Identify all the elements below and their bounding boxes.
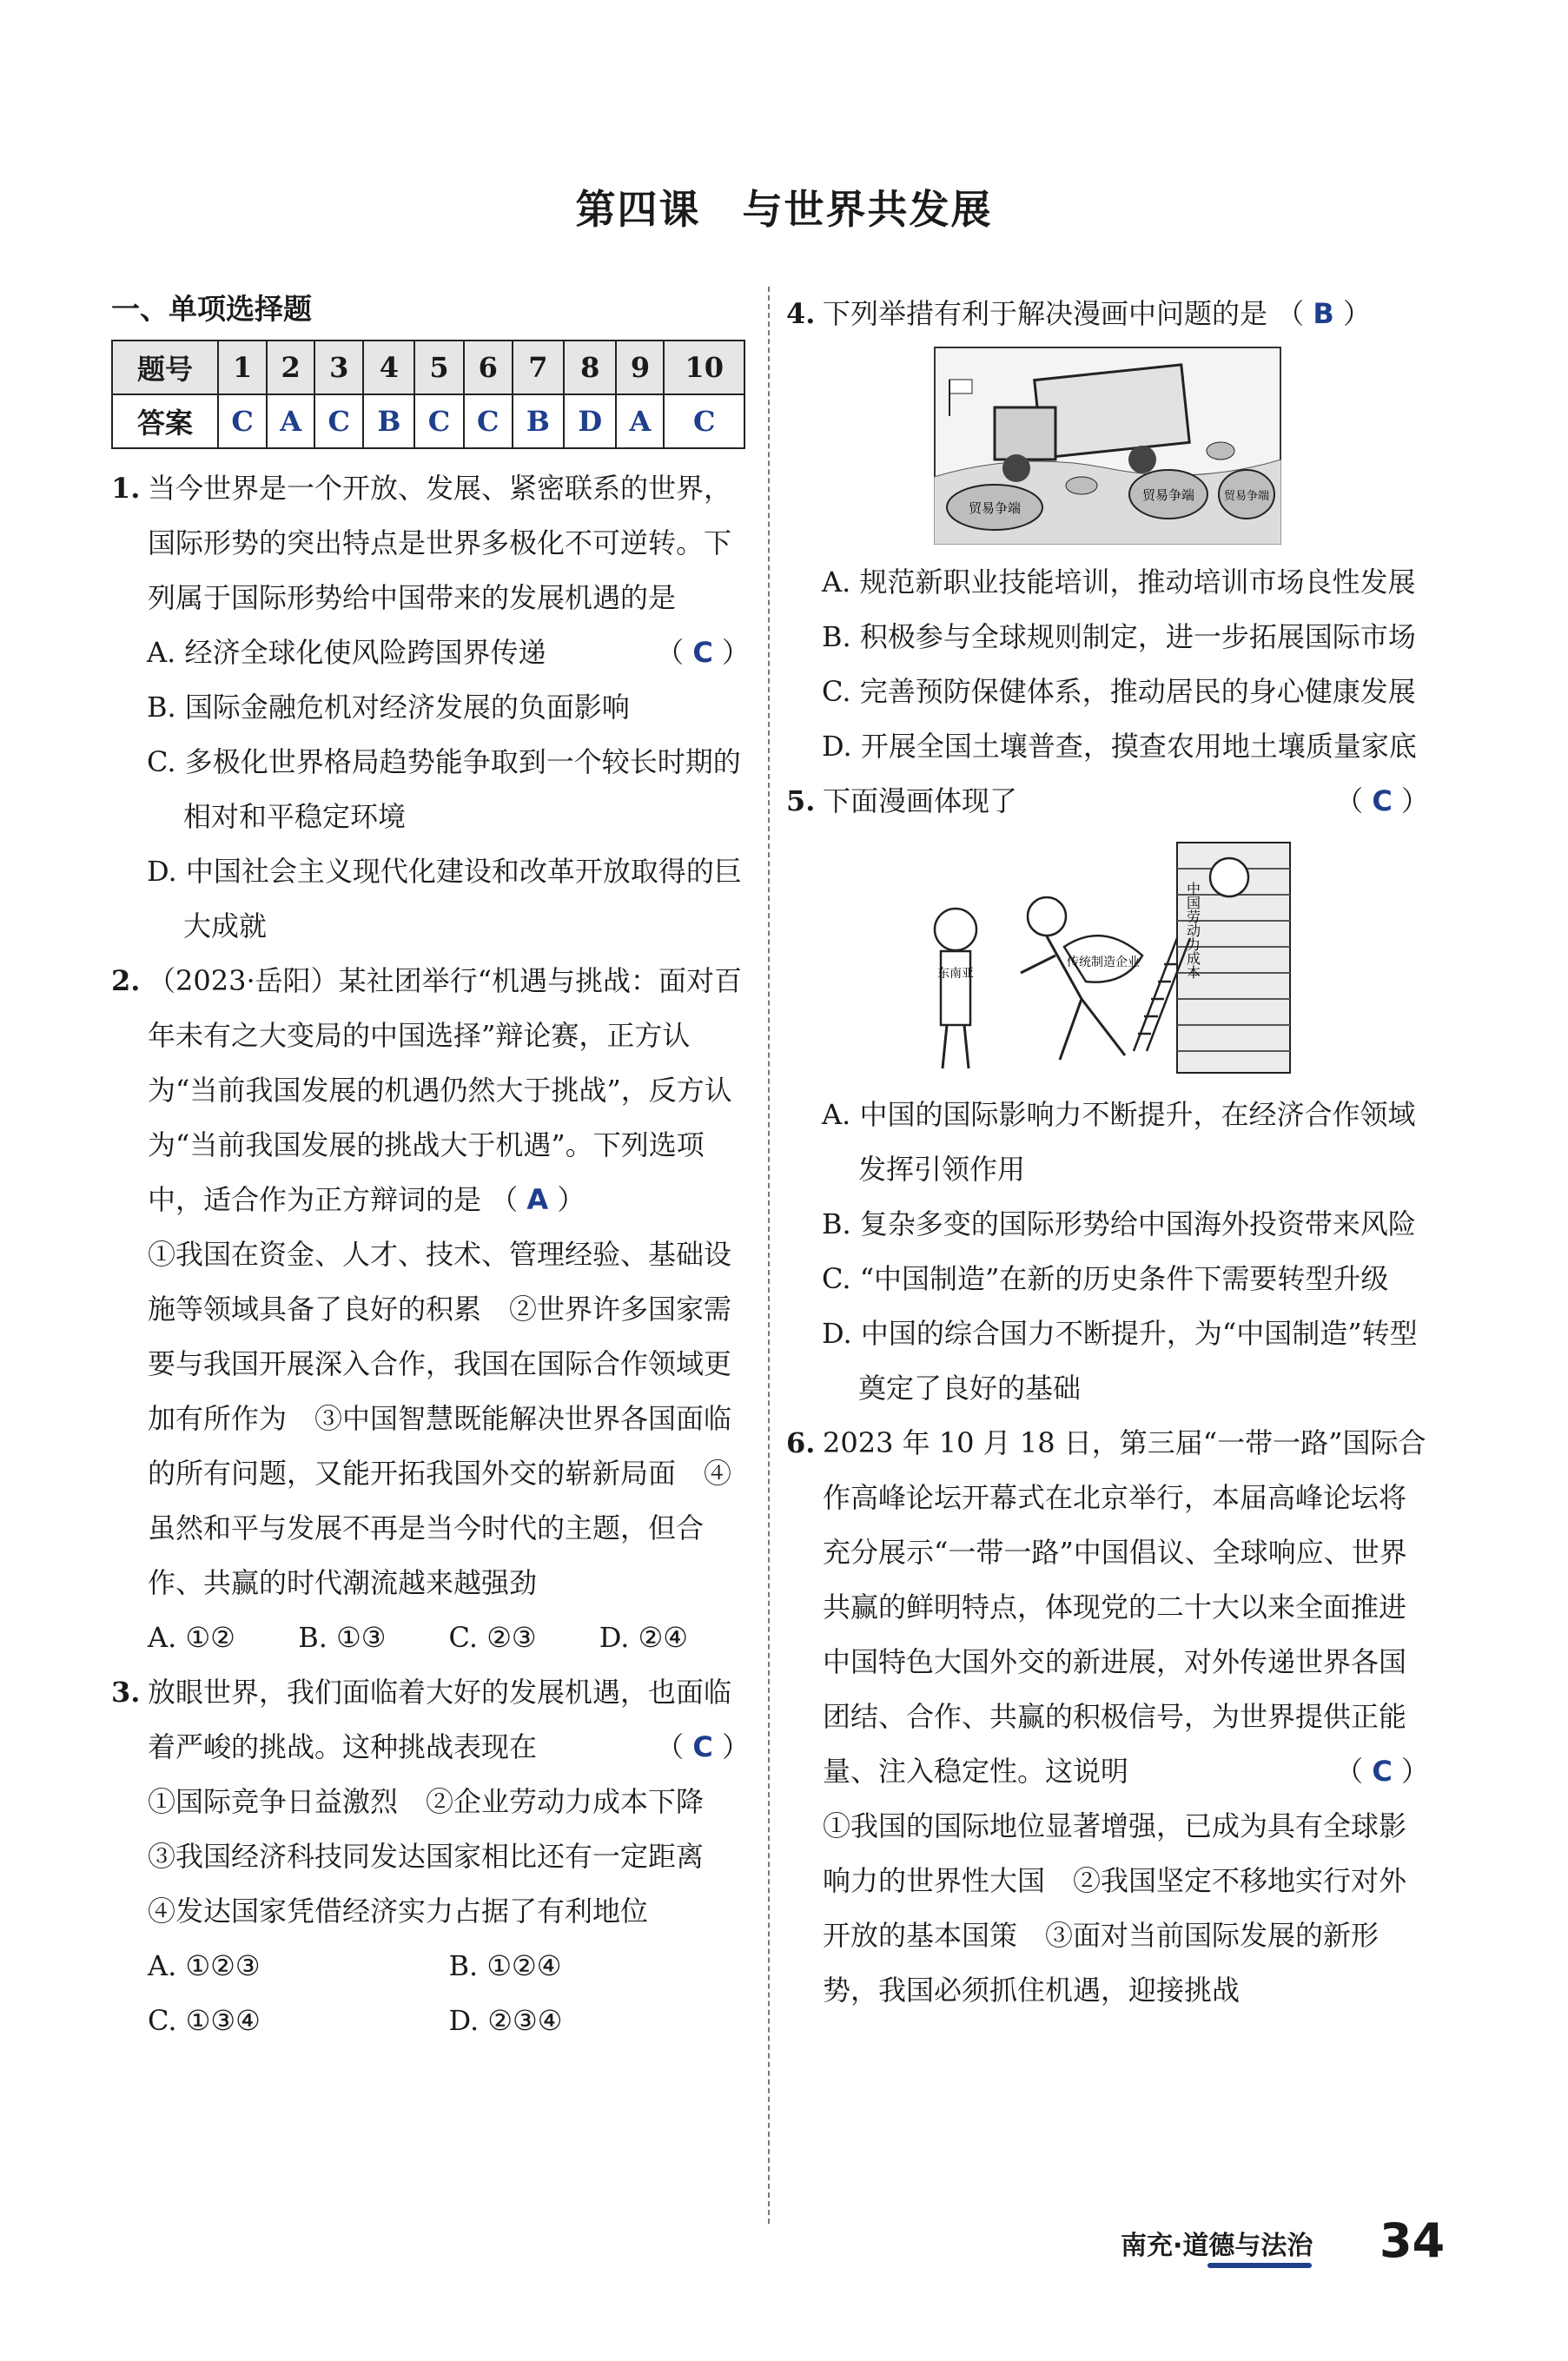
- answer-bracket: （ C ）: [656, 1730, 750, 1763]
- answer-table-answer: B: [363, 394, 414, 448]
- footer-underline: [1207, 2263, 1312, 2268]
- answer-table-answer: C: [664, 394, 744, 448]
- option: B. ①②④: [448, 1949, 562, 1982]
- question-stem: [786, 774, 1429, 829]
- answer-bracket: （ B ）: [1276, 297, 1371, 330]
- answer-table-answer: C: [414, 394, 463, 448]
- question-stem: [786, 287, 1429, 341]
- trade-dispute-cartoon: [934, 347, 1281, 545]
- answer-table-number: 4: [363, 341, 414, 394]
- question-number: 3.: [111, 1676, 141, 1709]
- answer-table-answer: A: [267, 394, 314, 448]
- answer-table-answer: A: [616, 394, 664, 448]
- question-text: 下列举措有利于解决漫画中问题的是: [823, 297, 1268, 330]
- page-title: 第四课 与世界共发展: [575, 186, 993, 233]
- question-number: 1.: [111, 472, 141, 505]
- cartoon-label: 东南亚: [937, 967, 974, 981]
- answer-letter: C: [692, 636, 713, 669]
- answer-table-number: 10: [664, 341, 744, 394]
- answer-table-answer: C: [218, 394, 267, 448]
- answer-letter: C: [1372, 784, 1393, 817]
- answer-table-number: 9: [616, 341, 664, 394]
- question-4: [786, 287, 1429, 774]
- answer-table-number: 5: [414, 341, 463, 394]
- answer-table-answer: B: [513, 394, 564, 448]
- cartoon-label: 贸易争端: [1223, 490, 1270, 503]
- question-number: 4.: [786, 297, 816, 330]
- option: C. 多极化世界格局趋势能争取到一个较长时期的相对和平稳定环境: [147, 745, 741, 833]
- option: D. 中国的综合国力不断提升，为“中国制造”转型奠定了良好的基础: [822, 1317, 1418, 1405]
- answer-letter: C: [692, 1730, 713, 1763]
- option: B. 复杂多变的国际形势给中国海外投资带来风险: [822, 1207, 1416, 1240]
- left-column: [111, 287, 750, 2048]
- option: D. 中国社会主义现代化建设和改革开放取得的巨大成就: [147, 855, 742, 942]
- answer-letter: A: [526, 1183, 549, 1216]
- question-text: 下面漫画体现了: [823, 784, 1018, 817]
- labor-cost-cartoon: [916, 834, 1299, 1077]
- option: C. “中国制造”在新的历史条件下需要转型升级: [822, 1262, 1389, 1295]
- answer-table-number: 1: [218, 341, 267, 394]
- person-icon: [935, 909, 976, 1068]
- option: B. 积极参与全球规则制定，进一步拓展国际市场: [822, 620, 1416, 653]
- flag-icon: [1064, 936, 1142, 982]
- footer-label: 南充·道德与法治: [1121, 2231, 1313, 2261]
- page-number: 34: [1379, 2213, 1446, 2268]
- answer-table-number: 2: [267, 341, 314, 394]
- question-text: 当今世界是一个开放、发展、紧密联系的世界，国际形势的突出特点是世界多极化不可逆转。下列属于国际形势给中国带来的发展机遇的是: [148, 472, 732, 614]
- option: A. 规范新职业技能培训，推动培训市场良性发展: [822, 565, 1416, 599]
- question-number: 5.: [786, 784, 816, 817]
- right-column: [786, 287, 1429, 2018]
- answer-bracket: （ C ）: [1335, 784, 1429, 817]
- question-3: [111, 1665, 750, 2048]
- question-5: [786, 774, 1429, 1416]
- option: A. 中国的国际影响力不断提升，在经济合作领域发挥引领作用: [822, 1098, 1416, 1186]
- cartoon-label: 贸易争端: [968, 500, 1022, 516]
- question-text: 放眼世界，我们面临着大好的发展机遇，也面临着严峻的挑战。这种挑战表现在: [148, 1676, 732, 1763]
- option: C. ①③④: [148, 2004, 261, 2037]
- answer-bracket: （ C ）: [1335, 1755, 1429, 1788]
- answer-table-answer-row: [112, 394, 744, 448]
- option: A. 经济全球化使风险跨国界传递: [147, 636, 546, 669]
- option: B. ①③: [298, 1621, 387, 1654]
- question-number: 2.: [111, 964, 141, 997]
- cartoon-label: 传统制造企业: [1067, 956, 1140, 969]
- column-divider: [768, 287, 770, 2224]
- answer-bracket: （ C ）: [656, 636, 750, 669]
- option: A. ①②: [148, 1621, 235, 1654]
- answer-letter: C: [1372, 1755, 1393, 1788]
- section-heading: 一、单项选择题: [111, 292, 312, 326]
- options-row: [111, 1610, 750, 1665]
- option: A. ①②③: [148, 1949, 261, 1982]
- question-stem: [786, 1416, 1429, 1799]
- answer-table-header-label: 题号: [112, 341, 218, 394]
- answer-bracket: （ A ）: [490, 1183, 586, 1216]
- answer-table: [111, 340, 745, 449]
- question-text: （2023·岳阳）某社团举行“机遇与挑战：面对百年未有之大变局的中国选择”辩论赛，正方认为“当前我国发展的机遇仍然大于挑战”，反方认为“当前我国发展的挑战大于机遇”。下列选项中，适合作为正方辩词的是: [148, 964, 742, 1216]
- question-stem: [111, 1665, 750, 1775]
- option: C. 完善预防保健体系，推动居民的身心健康发展: [822, 675, 1416, 708]
- answer-table-number: 3: [314, 341, 363, 394]
- question-text: 2023 年 10 月 18 日，第三届“一带一路”国际合作高峰论坛开幕式在北京举行，本届高峰论坛将充分展示“一带一路”中国倡议、全球响应、世界共赢的鲜明特点，体现党的二十大以来全面推进中国特色大国外交的新进展，对外传递世界各国团结、合作、共赢的积极信号，为世界提供正能量、注入稳定性。这说明: [823, 1426, 1426, 1788]
- question-1: [111, 461, 750, 954]
- statements: ①国际竞争日益激烈 ②企业劳动力成本下降 ③我国经济科技同发达国家相比还有一定距离 ④发达国家凭借经济实力占据了有利地位: [148, 1785, 732, 1928]
- question-number: 6.: [786, 1426, 816, 1459]
- statements: ①我国的国际地位显著增强，已成为具有全球影响力的世界性大国 ②我国坚定不移地实行对外开放的基本国策 ③面对当前国际发展的新形势，我国必须抓住机遇，迎接挑战: [823, 1809, 1407, 2007]
- cartoon-label: 中国劳动力成本: [1184, 882, 1201, 979]
- question-6: [786, 1416, 1429, 2018]
- answer-table-answer: C: [314, 394, 363, 448]
- question-2: [111, 954, 750, 1665]
- answer-table-number: 6: [464, 341, 513, 394]
- answer-table-number: 8: [564, 341, 617, 394]
- option: D. 开展全国土壤普查，摸查农用地土壤质量家底: [822, 730, 1417, 763]
- option: C. ②③: [448, 1621, 537, 1654]
- question-stem: [111, 954, 750, 1227]
- answer-table-header-row: [112, 341, 744, 394]
- statements: ①我国在资金、人才、技术、管理经验、基础设施等领域具备了良好的积累 ②世界许多国家需要与我国开展深入合作，我国在国际合作领域更加有所作为 ③中国智慧既能解决世界各国面临的所有问题，又能开拓我国外交的崭新局面 ④虽然和平与发展不再是当今时代的主题，但合作、共赢的时代潮流越来越强劲: [148, 1238, 732, 1599]
- cartoon-label: 贸易争端: [1141, 487, 1195, 503]
- answer-table-number: 7: [513, 341, 564, 394]
- answer-table-answer: C: [464, 394, 513, 448]
- option: D. ②③④: [448, 2004, 563, 2037]
- options-grid: [111, 1939, 750, 2048]
- answer-table-answer-label: 答案: [112, 394, 218, 448]
- answer-table-answer: D: [564, 394, 617, 448]
- option: D. ②④: [599, 1621, 688, 1654]
- option: B. 国际金融危机对经济发展的负面影响: [147, 691, 630, 724]
- answer-letter: B: [1313, 297, 1334, 330]
